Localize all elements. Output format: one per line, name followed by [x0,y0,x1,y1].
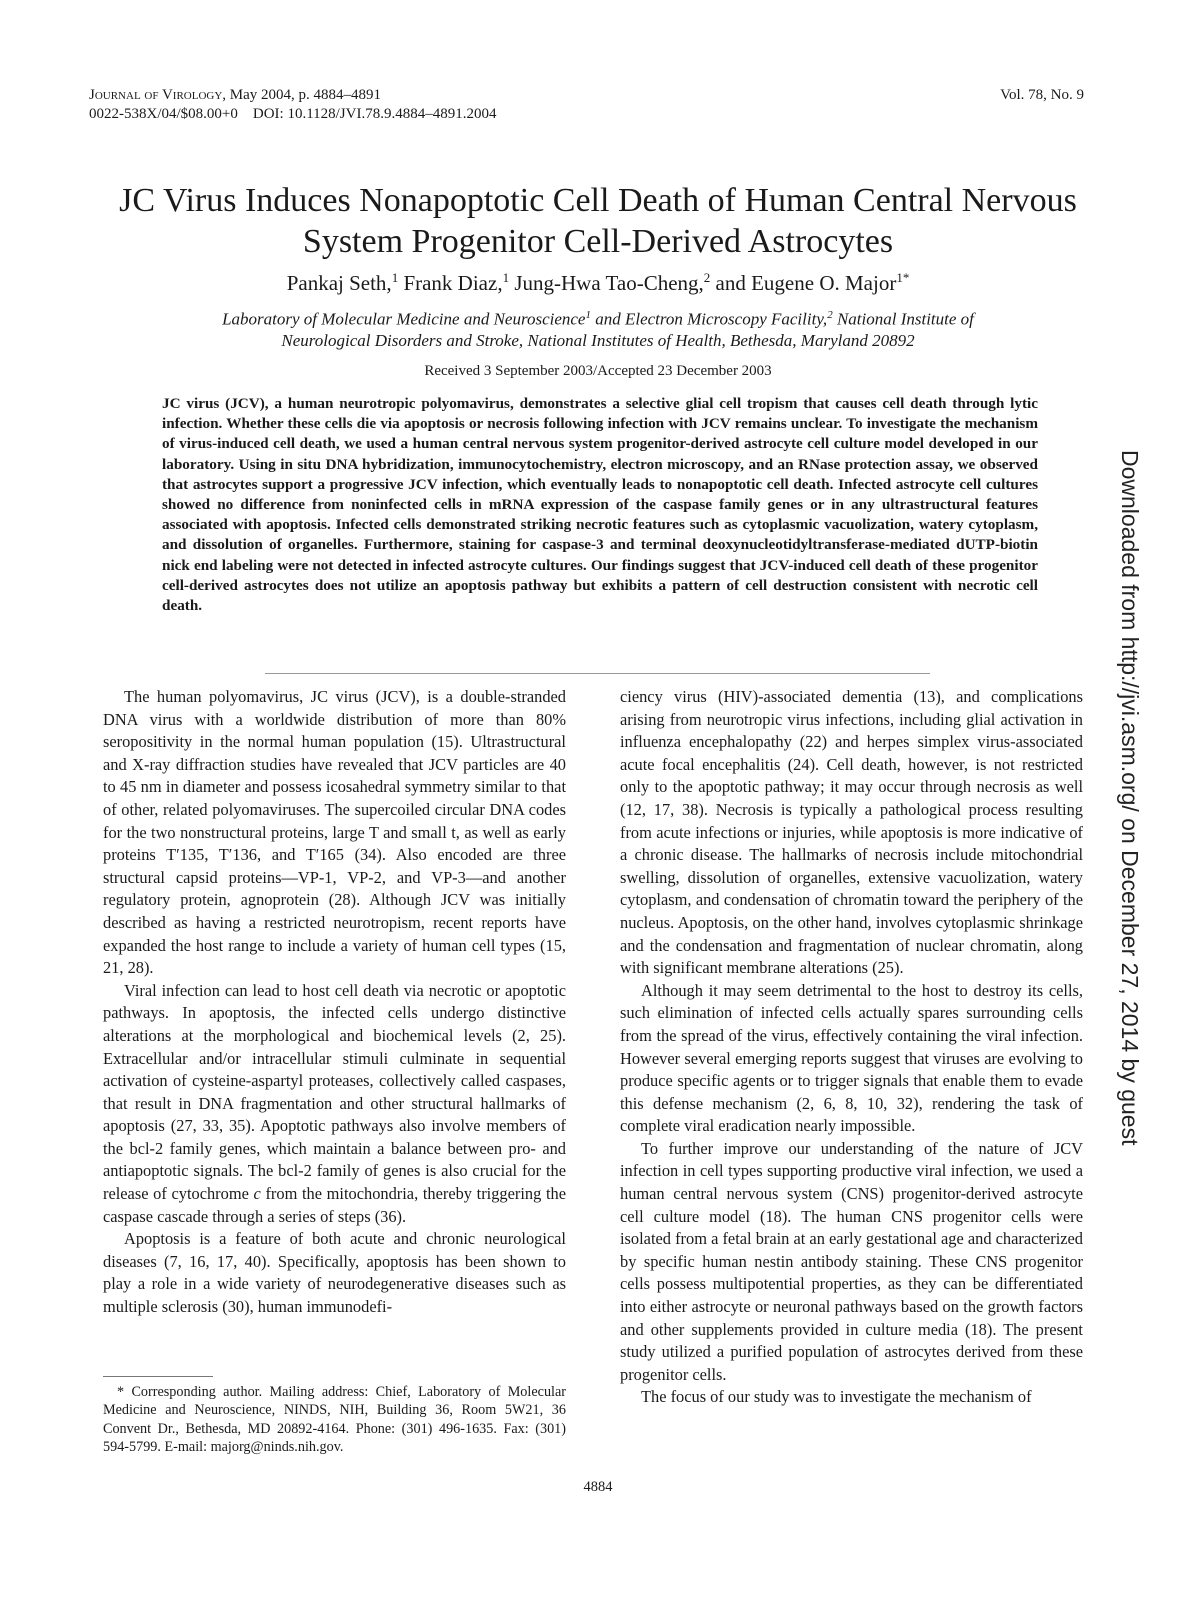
volume-info: Vol. 78, No. 9 [1000,87,1084,103]
paragraph-text: Viral infection can lead to host cell death via necrotic or apoptotic pathways. In apoptosis, the infected cells undergo distinctive alterations at the morphological and biochemical levels (2, 25). Extracellular and/or intracellular stimuli culminate in sequential activation of cysteine-aspartyl proteases, collectively called caspases, that result in DNA fragmentation and other structural hallmarks of apoptosis (27, 33, 35). Apoptotic pathways also involve members of the bcl-2 family genes, which maintain a balance between pro- and antiapoptotic signals. The bcl-2 family of genes is also crucial for the release of cytochrome [103,980,566,1204]
affiliations [150,305,1046,351]
abstract: JC virus (JCV), a human neurotropic polyomavirus, demonstrates a selective glial cell tropism that causes cell death through lytic infection. Whether these cells die via apoptosis or necrosis following infection with JCV remains unclear. To investigate the mechanism of virus-induced cell death, we used a human central nervous system progenitor-derived astrocyte cell culture model developed in our laboratory. Using in situ DNA hybridization, immunocytochemistry, electron microscopy, and an RNase protection assay, we observed that astrocytes support a progressive JCV infection, which eventually leads to nonapoptotic cell death. Infected astrocyte cell cultures showed no difference from noninfected cells in mRNA expression of the caspase family genes or in any ultrastructural features associated with apoptosis. Infected cells demonstrated striking necrotic features such as cytoplasmic vacuolization, watery cytoplasm, and dissolution of organelles. Furthermore, staining for caspase-3 and terminal deoxynucleotidyltransferase-mediated dUTP-biotin nick end labeling were not detected in infected astrocyte cultures. Our findings suggest that JCV-induced cell death of these progenitor cell-derived astrocytes does not utilize an apoptosis pathway but exhibits a pattern of cell destruction consistent with necrotic cell death. [162,395,1038,615]
abstract-divider [265,673,930,674]
body-paragraph: The human polyomavirus, JC virus (JCV), is a double-stranded DNA virus with a worldwide distribution of more than 80% seropositivity in the normal human population (15). Ultrastructural and X-ray diffraction studies have revealed that JCV particles are 40 to 45 nm in diameter and possess icosahedral symmetry similar to that of other, related polyomaviruses. The supercoiled circular DNA codes for the two nonstructural proteins, large T and small t, as well as early proteins T′135, T′136, and T′165 (34). Also encoded are three structural capsid proteins—VP-1, VP-2, and VP-3—and another regulatory protein, agnoprotein (28). Although JCV was initially described as having a restricted neurotropism, recent reports have expanded the host range to include a variety of human cell types (15, 21, 28). [103,687,566,978]
title-line-2: System Progenitor Cell-Derived Astrocytes [302,223,894,260]
italic-term: c [253,1184,261,1204]
body-paragraph: Although it may seem detrimental to the host to destroy its cells, such elimination of infected cells actually spares surrounding cells from the spread of the virus, effectively containing the viral infection. However several emerging reports suggest that viruses are evolving to produce specific agents or to trigger signals that enable them to evade this defense mechanism (2, 6, 8, 10, 32), rendering the task of complete viral eradication nearly impossible. [620,980,1083,1136]
affiliation-mark: 2 [827,309,833,321]
paragraph-text: from the mitochondria, thereby triggering the caspase cascade through a series of steps (36). [103,1184,566,1226]
download-watermark-text: Downloaded from http://jvi.asm.org/ on December 27, 2014 by guest [1117,450,1143,1146]
author-name: Frank Diaz, [398,271,503,295]
body-paragraph: The focus of our study was to investigate the mechanism of [641,1387,1032,1407]
body-column-right [620,686,1083,1409]
affiliation-text: and Electron Microscopy Facility, [590,309,828,329]
title-line-1: JC Virus Induces Nonapoptotic Cell Death of Human Central Nervous [119,182,1077,219]
article-title [60,180,1136,262]
author-name: and Eugene O. Major [710,271,897,295]
body-column-left [103,686,566,1319]
body-paragraph [103,980,566,1229]
running-header [89,86,496,124]
author-affil-mark: 1 [502,270,510,285]
affiliation-mark: 1 [585,309,591,321]
footnote-divider [103,1376,213,1377]
body-paragraph: ciency virus (HIV)-associated dementia (13), and complications arising from neurotropic virus infections, including glial activation in influenza encephalopathy (22) and herpes simplex virus-associated acute focal encephalitis (24). Cell death, however, is not restricted only to the apoptotic pathway; it may occur through necrosis as well (12, 17, 38). Necrosis is typically a pathological process resulting from acute infections or injuries, while apoptosis is more indicative of a chronic disease. The hallmarks of necrosis include mitochondrial swelling, dissolution of organelles, extensive vacuolization, watery cytoplasm, and condensation of chromatin toward the periphery of the nucleus. Apoptosis, on the other hand, involves cytoplasmic shrinkage and the condensation and fragmentation of nuclear chromatin, along with significant membrane alterations (25). [620,687,1083,978]
issue-info: , May 2004, p. 4884–4891 [222,87,382,103]
journal-name: Journal of Virology [89,87,223,103]
doi-line: 0022-538X/04/$08.00+0 DOI: 10.1128/JVI.78.9.4884–4891.2004 [89,106,497,122]
author-affil-mark: 1 [391,270,399,285]
body-paragraph: To further improve our understanding of the nature of JCV infection in cell types supporting productive viral infection, we used a human central nervous system (CNS) progenitor-derived astrocyte cell culture model (18). The human CNS progenitor cells were isolated from a fetal brain at an early gestational age and characterized by specific human nestin antibody staining. These CNS progenitor cells possess multipotential properties, as they can be differentiated into either astrocyte or neuronal pathways based on the growth factors and other supplements provided in culture media (18). The present study utilized a purified population of astrocytes derived from these progenitor cells. [620,1138,1083,1384]
affiliation-text: National Institute of [832,309,974,329]
affiliation-line-2: Neurological Disorders and Stroke, National Institutes of Health, Bethesda, Maryland 20892 [281,330,915,350]
corresponding-author-footnote: * Corresponding author. Mailing address: Chief, Laboratory of Molecular Medicine and Neuroscience, NINDS, NIH, Building 36, Room 5W21, 36 Convent Dr., Bethesda, MD 20892-4164. Phone: (301) 496-1635. Fax: (301) 594-5799. E-mail: majorg@ninds.nih.gov. [103,1384,566,1456]
author-name: Pankaj Seth, [286,271,392,295]
affiliation-text: Laboratory of Molecular Medicine and Neuroscience [222,309,586,329]
journal-citation [89,86,496,105]
page-number: 4884 [583,1479,613,1495]
body-paragraph: Apoptosis is a feature of both acute and chronic neurological diseases (7, 16, 17, 40). Specifically, apoptosis has been shown to play a role in a wide variety of neurodegenerative diseases such as multiple sclerosis (30), human immunodefi- [103,1229,566,1317]
author-affil-mark: 2 [703,270,711,285]
author-list [60,265,1136,296]
author-affil-mark: 1* [896,270,910,285]
author-name: Jung-Hwa Tao-Cheng, [509,271,704,295]
received-dates: Received 3 September 2003/Accepted 23 December 2003 [424,363,772,379]
affiliation-line-1 [150,305,1046,330]
